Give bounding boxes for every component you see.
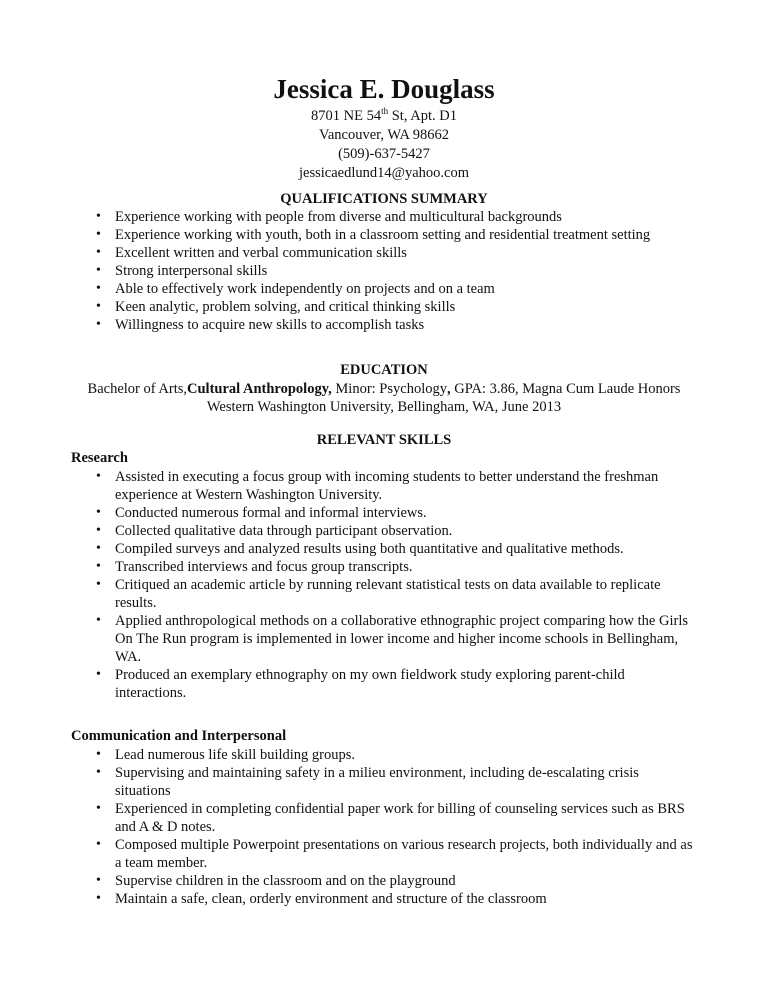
- list-item: • Supervising and maintaining safety in a milieu environment, including de-escalating crisis situations: [96, 764, 696, 800]
- qualifications-list: [96, 208, 696, 334]
- contact-block: [0, 102, 768, 183]
- list-item: • Lead numerous life skill building groups.: [96, 746, 696, 764]
- list-item: • Critiqued an academic article by running relevant statistical tests on data available to replicate results.: [96, 576, 696, 612]
- education-degree: Bachelor of Arts,Cultural Anthropology, Minor: Psychology, GPA: 3.86, Magna Cum Laude Honors: [87, 381, 681, 397]
- list-item: • Composed multiple Powerpoint presentations on various research projects, both individually and as a team member.: [96, 836, 696, 872]
- research-subheading: Research: [71, 450, 128, 466]
- communication-list: [96, 746, 696, 908]
- list-item: • Conducted numerous formal and informal interviews.: [96, 504, 696, 522]
- list-item: • Experience working with youth, both in a classroom setting and residential treatment setting: [96, 226, 696, 244]
- list-item: • Keen analytic, problem solving, and critical thinking skills: [96, 298, 696, 316]
- email-address: jessicaedlund14@yahoo.com: [299, 165, 469, 181]
- address-line-2: Vancouver, WA 98662: [318, 127, 450, 143]
- phone-number: (509)-637-5427: [338, 146, 430, 162]
- candidate-name: Jessica E. Douglass: [273, 74, 495, 104]
- skills-heading: RELEVANT SKILLS: [316, 432, 452, 448]
- research-list: [96, 468, 696, 702]
- list-item: • Willingness to acquire new skills to accomplish tasks: [96, 316, 696, 334]
- list-item: • Excellent written and verbal communication skills: [96, 244, 696, 262]
- list-item: • Supervise children in the classroom and on the playground: [96, 872, 696, 890]
- list-item: • Assisted in executing a focus group with incoming students to better understand the freshman experience at Western Washington University.: [96, 468, 696, 504]
- list-item: • Experience working with people from diverse and multicultural backgrounds: [96, 208, 696, 226]
- list-item: • Able to effectively work independently on projects and on a team: [96, 280, 696, 298]
- list-item: • Produced an exemplary ethnography on my own fieldwork study exploring parent-child interactions.: [96, 666, 696, 702]
- list-item: • Maintain a safe, clean, orderly environment and structure of the classroom: [96, 890, 696, 908]
- list-item: • Collected qualitative data through participant observation.: [96, 522, 696, 540]
- list-item: • Strong interpersonal skills: [96, 262, 696, 280]
- qualifications-heading: QUALIFICATIONS SUMMARY: [280, 191, 488, 207]
- communication-subheading: Communication and Interpersonal: [71, 728, 287, 744]
- education-school: Western Washington University, Bellingham, WA, June 2013: [206, 399, 562, 415]
- list-item: • Applied anthropological methods on a collaborative ethnographic project comparing how the Girls On The Run program is implemented in lower income and higher income schools in Bellingham, WA.: [96, 612, 696, 666]
- list-item: • Transcribed interviews and focus group transcripts.: [96, 558, 696, 576]
- list-item: • Experienced in completing confidential paper work for billing of counseling services such as BRS and A & D notes.: [96, 800, 696, 836]
- list-item: • Compiled surveys and analyzed results using both quantitative and qualitative methods.: [96, 540, 696, 558]
- address-line-1: 8701 NE 54th St, Apt. D1: [311, 106, 457, 124]
- education-heading: EDUCATION: [340, 362, 428, 378]
